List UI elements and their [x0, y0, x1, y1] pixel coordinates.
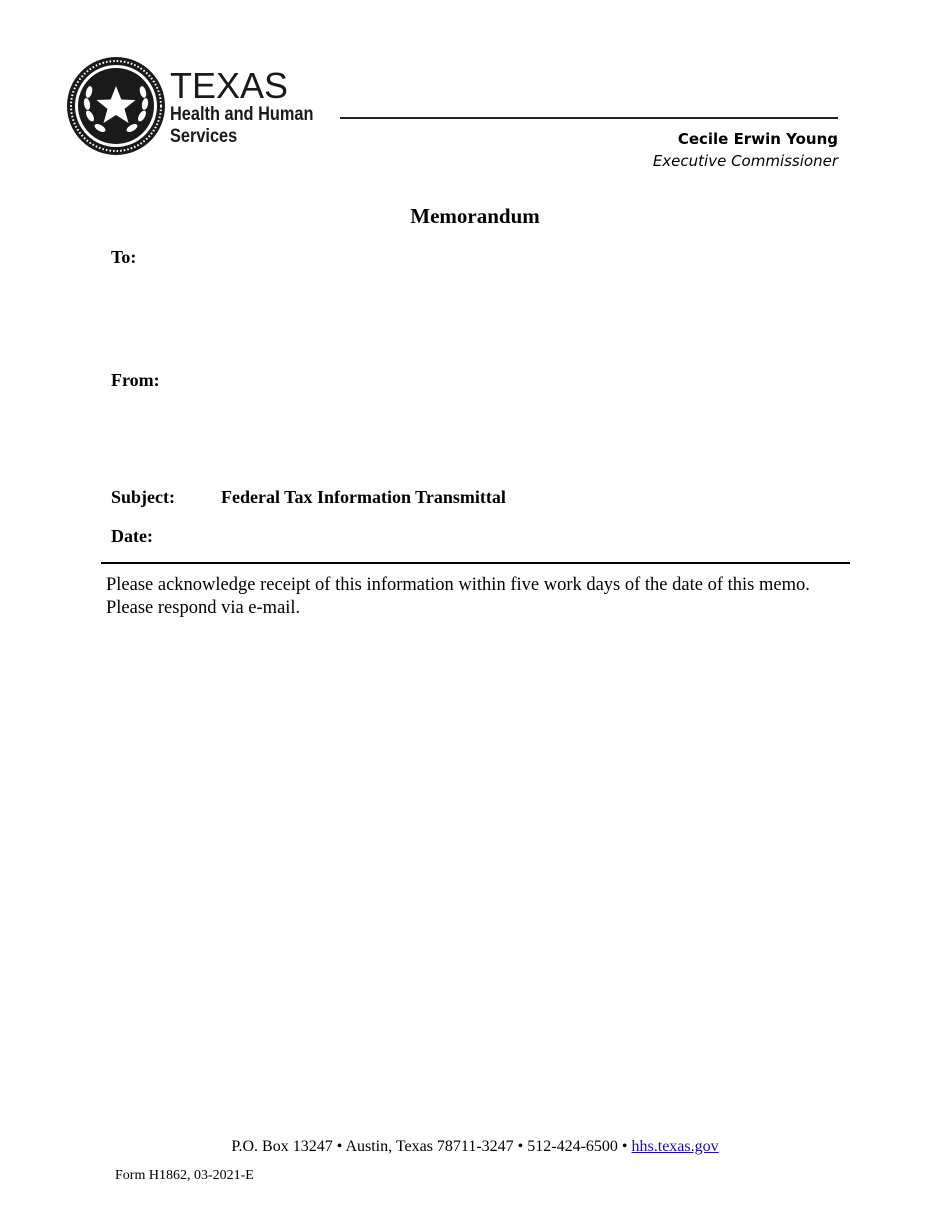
wordmark-line-3: Services — [170, 126, 238, 147]
from-label: From: — [111, 370, 160, 390]
body-line: Please respond via e-mail. — [106, 598, 301, 618]
footer-address-text: P.O. Box 13247 • Austin, Texas 78711-3247 • 512-424-6500 • — [231, 1138, 632, 1155]
body-line: Please acknowledge receipt of this information within five work days of the date of this memo. — [106, 575, 810, 595]
footer-website-link[interactable]: hhs.texas.gov — [631, 1138, 719, 1155]
wordmark-texas: TEXAS — [170, 65, 289, 106]
wordmark-line-2: Health and Human — [170, 104, 314, 125]
executive-name: Cecile Erwin Young — [677, 130, 838, 148]
to-label: To: — [111, 247, 137, 267]
form-number: Form H1862, 03-2021-E — [115, 1168, 254, 1183]
hhs-wordmark — [170, 65, 337, 148]
subject-label: Subject: — [111, 487, 175, 507]
letterhead-divider — [340, 117, 838, 119]
memo-body — [106, 574, 866, 620]
date-label: Date: — [111, 526, 153, 546]
texas-hhs-seal-icon — [66, 56, 166, 156]
body-divider — [101, 562, 850, 564]
memo-title: Memorandum — [410, 204, 540, 228]
footer-address — [0, 1138, 950, 1156]
subject-value: Federal Tax Information Transmittal — [221, 487, 506, 507]
executive-title: Executive Commissioner — [652, 152, 838, 170]
